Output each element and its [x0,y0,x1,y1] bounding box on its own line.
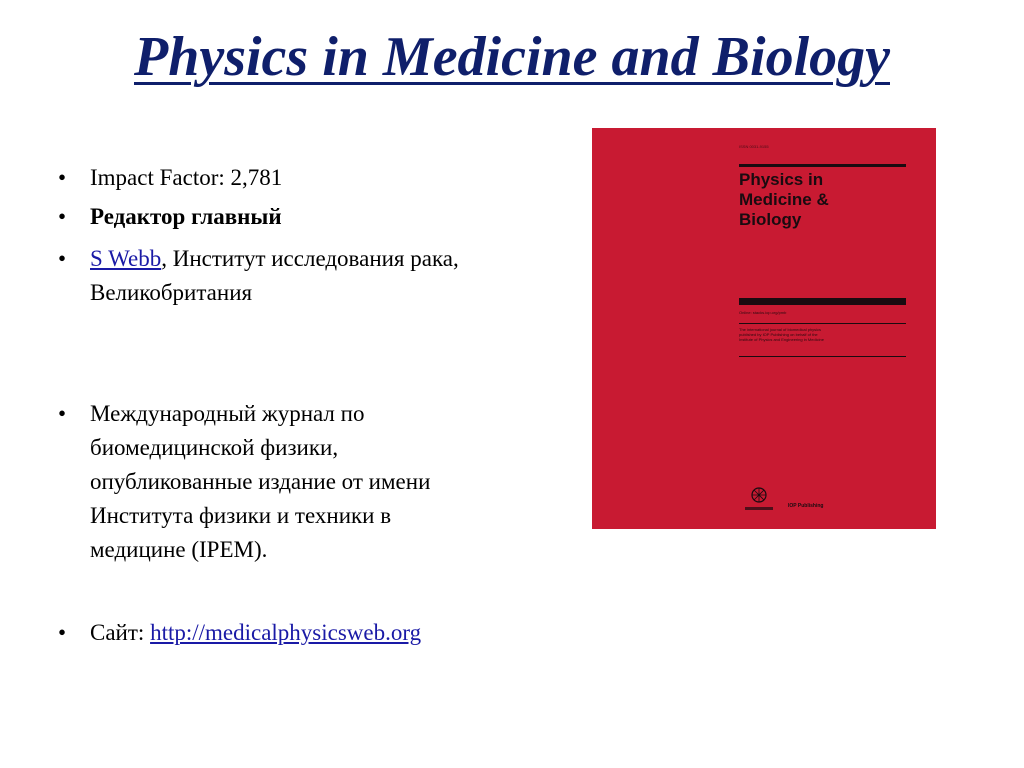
editor-link[interactable]: S Webb [90,246,162,271]
editor-affiliation: , Институт исследования рака, [161,246,459,271]
cover-issue-bar [739,298,906,305]
cover-rule [739,323,906,324]
bullet-dot: • [58,620,67,645]
description-line: Института физики и техники в [90,503,392,528]
cover-issue-sub: Online: stacks.iop.org/pmb [739,310,787,315]
impact-factor-text: Impact Factor: 2,781 [90,165,283,190]
website-link[interactable]: http://medicalphysicsweb.org [150,620,422,645]
cover-rule [739,164,906,167]
ipem-crest-icon [739,483,779,515]
bullet-dot: • [58,246,67,271]
journal-description [90,397,430,567]
bullet-dot: • [58,401,67,426]
description-line: биомедицинской физики, [90,435,339,460]
bullet-dot: • [58,204,67,229]
description-line: опубликованные издание от имени [90,469,431,494]
chief-editor-heading: Редактор главный [90,204,282,229]
website-label: Сайт: [90,620,151,645]
editor-text [90,242,459,310]
editor-country: Великобритания [90,280,253,305]
description-line: Международный журнал по [90,401,365,426]
cover-description: The international journal of biomedical physics published by IOP Publishing on behalf of the Institute of Physics and Engineering in Medicine [739,327,824,342]
cover-issn: ISSN 0031-9155 [739,144,769,149]
bullet-dot: • [58,165,67,190]
page-title: Physics in Medicine and Biology [134,26,890,88]
website-text [90,616,421,650]
cover-publisher: IOP Publishing [788,503,824,509]
description-line: медицине (IPEM). [90,537,268,562]
journal-cover-image [592,128,936,529]
cover-title: Physics in Medicine & Biology [739,170,829,229]
cover-rule [739,356,906,357]
